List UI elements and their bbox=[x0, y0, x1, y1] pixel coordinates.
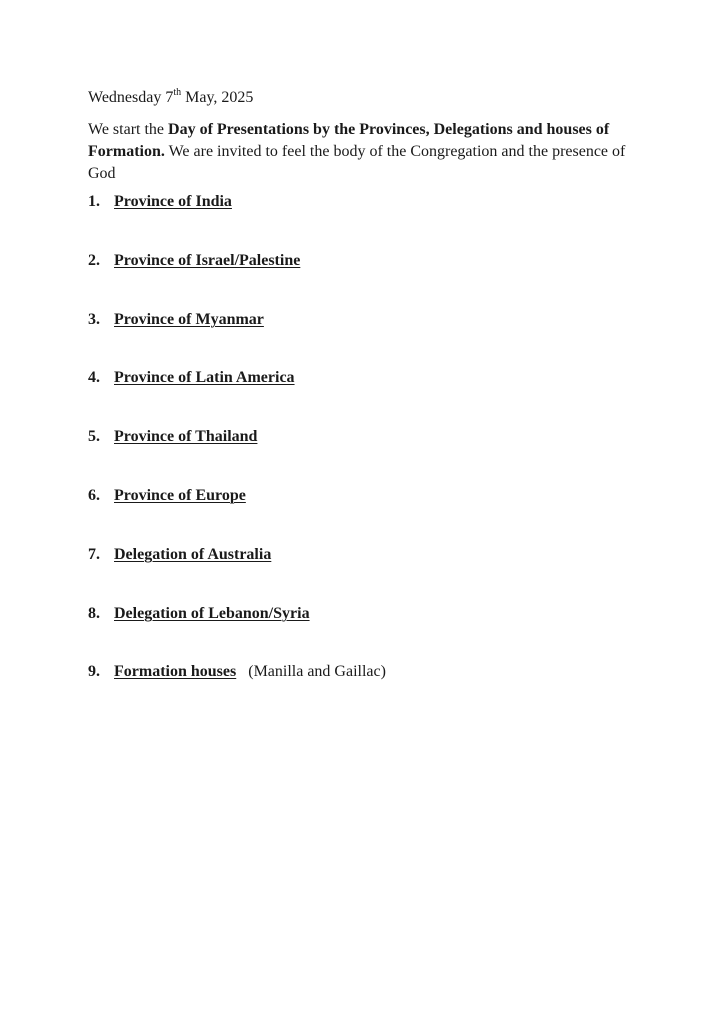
item-number: 6. bbox=[88, 487, 100, 504]
list-item bbox=[88, 544, 271, 566]
date-line bbox=[88, 87, 253, 109]
list-item bbox=[88, 250, 300, 272]
list-item bbox=[88, 309, 264, 331]
list-item bbox=[88, 367, 295, 389]
list-item bbox=[88, 661, 386, 683]
item-number: 1. bbox=[88, 193, 100, 210]
list-item bbox=[88, 191, 232, 213]
intro-bold-text: Day of Presentations by the Provinces, Delegations and houses of Formation. bbox=[88, 121, 610, 160]
item-title-link[interactable]: Province of Thailand bbox=[114, 428, 258, 445]
item-title-link[interactable]: Province of Myanmar bbox=[114, 311, 264, 328]
item-title-link[interactable]: Formation houses bbox=[114, 663, 237, 680]
date-month-year: May, 2025 bbox=[181, 89, 254, 106]
list-item bbox=[88, 603, 310, 625]
intro-paragraph bbox=[88, 119, 648, 185]
item-number: 3. bbox=[88, 311, 100, 328]
item-number: 4. bbox=[88, 369, 100, 386]
intro-rest-text: We are invited to feel the body of the Congregation and the presence of God bbox=[88, 143, 626, 182]
item-title-link[interactable]: Province of Latin America bbox=[114, 369, 295, 386]
item-number: 5. bbox=[88, 428, 100, 445]
item-title-link[interactable]: Delegation of Lebanon/Syria bbox=[114, 605, 310, 622]
item-title-link[interactable]: Delegation of Australia bbox=[114, 546, 272, 563]
item-number: 8. bbox=[88, 605, 100, 622]
date-ordinal-suffix: th bbox=[173, 86, 182, 98]
intro-lead-text: We start the bbox=[88, 121, 169, 138]
item-title-link[interactable]: Province of India bbox=[114, 193, 232, 210]
list-item bbox=[88, 485, 246, 507]
date-weekday-day: Wednesday 7 bbox=[88, 89, 174, 106]
item-title-link[interactable]: Province of Israel/Palestine bbox=[114, 252, 301, 269]
list-item bbox=[88, 426, 257, 448]
item-title-link[interactable]: Province of Europe bbox=[114, 487, 246, 504]
item-note: (Manilla and Gaillac) bbox=[248, 663, 386, 680]
item-number: 2. bbox=[88, 252, 100, 269]
item-number: 9. bbox=[88, 663, 100, 680]
item-number: 7. bbox=[88, 546, 100, 563]
